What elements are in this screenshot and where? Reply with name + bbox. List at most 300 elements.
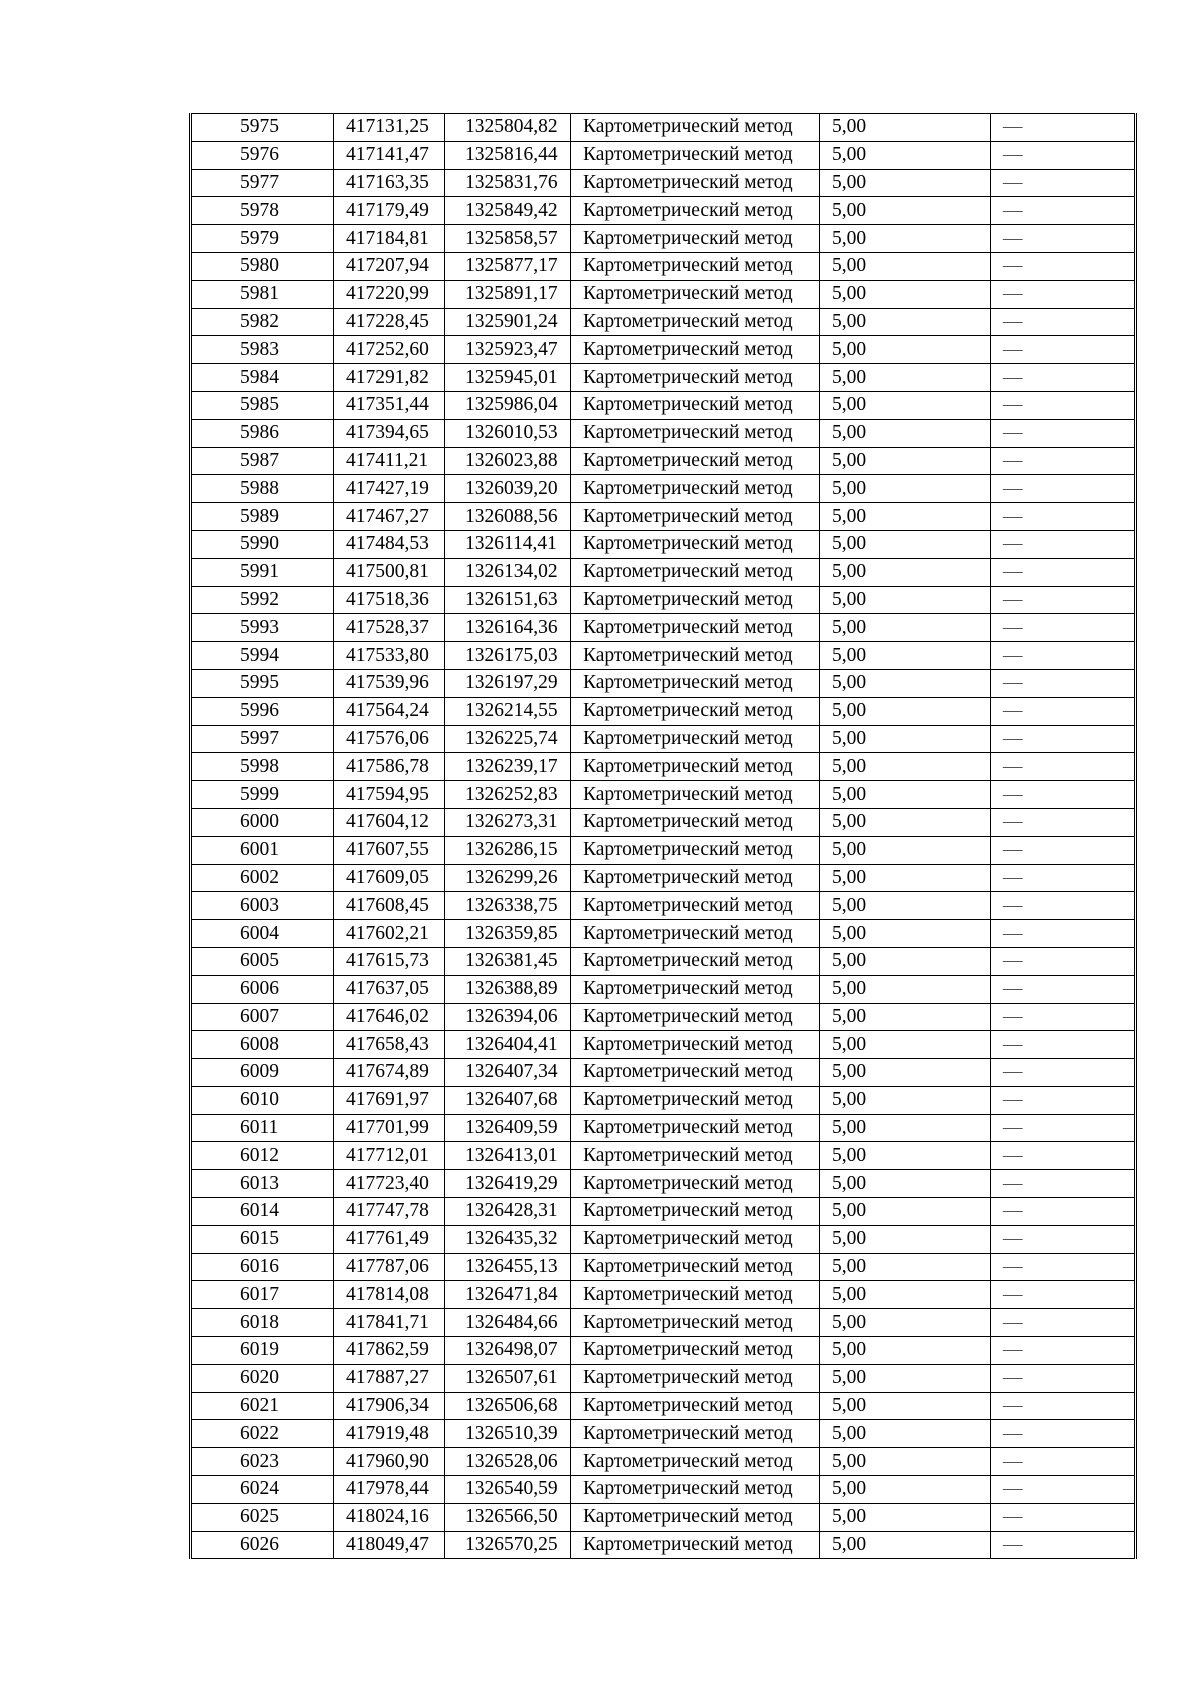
accuracy-cell: 5,00 bbox=[820, 892, 991, 920]
accuracy-cell: 5,00 bbox=[820, 1476, 991, 1504]
accuracy-cell: 5,00 bbox=[820, 1337, 991, 1365]
y-coordinate-cell: 1326455,13 bbox=[445, 1253, 571, 1281]
y-coordinate-cell: 1326566,50 bbox=[445, 1503, 571, 1531]
accuracy-cell: 5,00 bbox=[820, 419, 991, 447]
x-coordinate-cell: 417351,44 bbox=[334, 391, 445, 419]
method-cell: Картометрический метод bbox=[571, 252, 820, 280]
x-coordinate-cell: 417609,05 bbox=[334, 864, 445, 892]
point-number-cell: 6020 bbox=[191, 1364, 334, 1392]
table-row bbox=[191, 1420, 1136, 1448]
description-cell: — bbox=[991, 920, 1136, 948]
accuracy-cell: 5,00 bbox=[820, 503, 991, 531]
accuracy-cell: 5,00 bbox=[820, 586, 991, 614]
point-number-cell: 6012 bbox=[191, 1142, 334, 1170]
method-cell: Картометрический метод bbox=[571, 864, 820, 892]
accuracy-cell: 5,00 bbox=[820, 1531, 991, 1559]
description-cell: — bbox=[991, 669, 1136, 697]
y-coordinate-cell: 1325923,47 bbox=[445, 336, 571, 364]
point-number-cell: 6004 bbox=[191, 920, 334, 948]
point-number-cell: 6008 bbox=[191, 1031, 334, 1059]
table-row bbox=[191, 614, 1136, 642]
method-cell: Картометрический метод bbox=[571, 697, 820, 725]
method-cell: Картометрический метод bbox=[571, 419, 820, 447]
accuracy-cell: 5,00 bbox=[820, 753, 991, 781]
y-coordinate-cell: 1326252,83 bbox=[445, 781, 571, 809]
method-cell: Картометрический метод bbox=[571, 1142, 820, 1170]
accuracy-cell: 5,00 bbox=[820, 169, 991, 197]
accuracy-cell: 5,00 bbox=[820, 1364, 991, 1392]
description-cell: — bbox=[991, 1392, 1136, 1420]
table-row bbox=[191, 530, 1136, 558]
description-cell: — bbox=[991, 1198, 1136, 1226]
y-coordinate-cell: 1326175,03 bbox=[445, 642, 571, 670]
point-number-cell: 5986 bbox=[191, 419, 334, 447]
accuracy-cell: 5,00 bbox=[820, 197, 991, 225]
table-row bbox=[191, 1448, 1136, 1476]
accuracy-cell: 5,00 bbox=[820, 697, 991, 725]
x-coordinate-cell: 417539,96 bbox=[334, 669, 445, 697]
x-coordinate-cell: 417179,49 bbox=[334, 197, 445, 225]
method-cell: Картометрический метод bbox=[571, 364, 820, 392]
description-cell: — bbox=[991, 1170, 1136, 1198]
x-coordinate-cell: 417163,35 bbox=[334, 169, 445, 197]
table-row bbox=[191, 1309, 1136, 1337]
method-cell: Картометрический метод bbox=[571, 947, 820, 975]
point-number-cell: 6021 bbox=[191, 1392, 334, 1420]
x-coordinate-cell: 417701,99 bbox=[334, 1114, 445, 1142]
y-coordinate-cell: 1326419,29 bbox=[445, 1170, 571, 1198]
method-cell: Картометрический метод bbox=[571, 920, 820, 948]
point-number-cell: 5989 bbox=[191, 503, 334, 531]
method-cell: Картометрический метод bbox=[571, 1170, 820, 1198]
description-cell: — bbox=[991, 1253, 1136, 1281]
table-row bbox=[191, 364, 1136, 392]
table-row bbox=[191, 669, 1136, 697]
x-coordinate-cell: 417586,78 bbox=[334, 753, 445, 781]
description-cell: — bbox=[991, 975, 1136, 1003]
method-cell: Картометрический метод bbox=[571, 1281, 820, 1309]
method-cell: Картометрический метод bbox=[571, 808, 820, 836]
description-cell: — bbox=[991, 503, 1136, 531]
accuracy-cell: 5,00 bbox=[820, 1198, 991, 1226]
point-number-cell: 5976 bbox=[191, 141, 334, 169]
method-cell: Картометрический метод bbox=[571, 1003, 820, 1031]
table-row bbox=[191, 1031, 1136, 1059]
x-coordinate-cell: 417674,89 bbox=[334, 1059, 445, 1087]
y-coordinate-cell: 1325945,01 bbox=[445, 364, 571, 392]
description-cell: — bbox=[991, 419, 1136, 447]
method-cell: Картометрический метод bbox=[571, 558, 820, 586]
y-coordinate-cell: 1325986,04 bbox=[445, 391, 571, 419]
method-cell: Картометрический метод bbox=[571, 1225, 820, 1253]
description-cell: — bbox=[991, 1503, 1136, 1531]
accuracy-cell: 5,00 bbox=[820, 141, 991, 169]
point-number-cell: 5980 bbox=[191, 252, 334, 280]
y-coordinate-cell: 1326428,31 bbox=[445, 1198, 571, 1226]
table-row bbox=[191, 947, 1136, 975]
accuracy-cell: 5,00 bbox=[820, 530, 991, 558]
method-cell: Картометрический метод bbox=[571, 308, 820, 336]
method-cell: Картометрический метод bbox=[571, 503, 820, 531]
accuracy-cell: 5,00 bbox=[820, 252, 991, 280]
point-number-cell: 6022 bbox=[191, 1420, 334, 1448]
x-coordinate-cell: 417637,05 bbox=[334, 975, 445, 1003]
accuracy-cell: 5,00 bbox=[820, 1059, 991, 1087]
point-number-cell: 5993 bbox=[191, 614, 334, 642]
accuracy-cell: 5,00 bbox=[820, 1281, 991, 1309]
x-coordinate-cell: 417141,47 bbox=[334, 141, 445, 169]
accuracy-cell: 5,00 bbox=[820, 1003, 991, 1031]
x-coordinate-cell: 417658,43 bbox=[334, 1031, 445, 1059]
x-coordinate-cell: 417615,73 bbox=[334, 947, 445, 975]
method-cell: Картометрический метод bbox=[571, 586, 820, 614]
description-cell: — bbox=[991, 169, 1136, 197]
description-cell: — bbox=[991, 892, 1136, 920]
point-number-cell: 5987 bbox=[191, 447, 334, 475]
point-number-cell: 6019 bbox=[191, 1337, 334, 1365]
point-number-cell: 6013 bbox=[191, 1170, 334, 1198]
accuracy-cell: 5,00 bbox=[820, 781, 991, 809]
table-row bbox=[191, 558, 1136, 586]
x-coordinate-cell: 417814,08 bbox=[334, 1281, 445, 1309]
table-row bbox=[191, 114, 1136, 142]
x-coordinate-cell: 417394,65 bbox=[334, 419, 445, 447]
description-cell: — bbox=[991, 391, 1136, 419]
table-row bbox=[191, 1086, 1136, 1114]
point-number-cell: 5996 bbox=[191, 697, 334, 725]
x-coordinate-cell: 417887,27 bbox=[334, 1364, 445, 1392]
point-number-cell: 6011 bbox=[191, 1114, 334, 1142]
y-coordinate-cell: 1326510,39 bbox=[445, 1420, 571, 1448]
x-coordinate-cell: 418024,16 bbox=[334, 1503, 445, 1531]
x-coordinate-cell: 417533,80 bbox=[334, 642, 445, 670]
method-cell: Картометрический метод bbox=[571, 975, 820, 1003]
point-number-cell: 5994 bbox=[191, 642, 334, 670]
accuracy-cell: 5,00 bbox=[820, 836, 991, 864]
accuracy-cell: 5,00 bbox=[820, 447, 991, 475]
y-coordinate-cell: 1326114,41 bbox=[445, 530, 571, 558]
accuracy-cell: 5,00 bbox=[820, 1225, 991, 1253]
point-number-cell: 6017 bbox=[191, 1281, 334, 1309]
y-coordinate-cell: 1326338,75 bbox=[445, 892, 571, 920]
method-cell: Картометрический метод bbox=[571, 1114, 820, 1142]
method-cell: Картометрический метод bbox=[571, 892, 820, 920]
description-cell: — bbox=[991, 781, 1136, 809]
y-coordinate-cell: 1326359,85 bbox=[445, 920, 571, 948]
accuracy-cell: 5,00 bbox=[820, 280, 991, 308]
accuracy-cell: 5,00 bbox=[820, 1142, 991, 1170]
table-row bbox=[191, 280, 1136, 308]
method-cell: Картометрический метод bbox=[571, 1392, 820, 1420]
x-coordinate-cell: 417607,55 bbox=[334, 836, 445, 864]
method-cell: Картометрический метод bbox=[571, 1309, 820, 1337]
description-cell: — bbox=[991, 808, 1136, 836]
description-cell: — bbox=[991, 1448, 1136, 1476]
accuracy-cell: 5,00 bbox=[820, 975, 991, 1003]
method-cell: Картометрический метод bbox=[571, 1031, 820, 1059]
y-coordinate-cell: 1325901,24 bbox=[445, 308, 571, 336]
method-cell: Картометрический метод bbox=[571, 1059, 820, 1087]
y-coordinate-cell: 1326528,06 bbox=[445, 1448, 571, 1476]
description-cell: — bbox=[991, 697, 1136, 725]
accuracy-cell: 5,00 bbox=[820, 225, 991, 253]
point-number-cell: 6001 bbox=[191, 836, 334, 864]
description-cell: — bbox=[991, 947, 1136, 975]
y-coordinate-cell: 1326225,74 bbox=[445, 725, 571, 753]
accuracy-cell: 5,00 bbox=[820, 308, 991, 336]
accuracy-cell: 5,00 bbox=[820, 391, 991, 419]
accuracy-cell: 5,00 bbox=[820, 114, 991, 142]
y-coordinate-cell: 1325831,76 bbox=[445, 169, 571, 197]
y-coordinate-cell: 1326286,15 bbox=[445, 836, 571, 864]
method-cell: Картометрический метод bbox=[571, 280, 820, 308]
point-number-cell: 6025 bbox=[191, 1503, 334, 1531]
table-row bbox=[191, 1170, 1136, 1198]
description-cell: — bbox=[991, 475, 1136, 503]
x-coordinate-cell: 417761,49 bbox=[334, 1225, 445, 1253]
description-cell: — bbox=[991, 1031, 1136, 1059]
table-row bbox=[191, 1003, 1136, 1031]
y-coordinate-cell: 1326164,36 bbox=[445, 614, 571, 642]
table-row bbox=[191, 1198, 1136, 1226]
table-row bbox=[191, 1531, 1136, 1559]
y-coordinate-cell: 1326409,59 bbox=[445, 1114, 571, 1142]
description-cell: — bbox=[991, 558, 1136, 586]
y-coordinate-cell: 1326197,29 bbox=[445, 669, 571, 697]
description-cell: — bbox=[991, 1364, 1136, 1392]
point-number-cell: 6003 bbox=[191, 892, 334, 920]
table-row bbox=[191, 503, 1136, 531]
description-cell: — bbox=[991, 1086, 1136, 1114]
y-coordinate-cell: 1325858,57 bbox=[445, 225, 571, 253]
x-coordinate-cell: 417576,06 bbox=[334, 725, 445, 753]
point-number-cell: 5981 bbox=[191, 280, 334, 308]
point-number-cell: 5977 bbox=[191, 169, 334, 197]
point-number-cell: 5990 bbox=[191, 530, 334, 558]
y-coordinate-cell: 1325816,44 bbox=[445, 141, 571, 169]
accuracy-cell: 5,00 bbox=[820, 1448, 991, 1476]
y-coordinate-cell: 1326151,63 bbox=[445, 586, 571, 614]
x-coordinate-cell: 417528,37 bbox=[334, 614, 445, 642]
description-cell: — bbox=[991, 836, 1136, 864]
y-coordinate-cell: 1326540,59 bbox=[445, 1476, 571, 1504]
y-coordinate-cell: 1326010,53 bbox=[445, 419, 571, 447]
x-coordinate-cell: 417712,01 bbox=[334, 1142, 445, 1170]
y-coordinate-cell: 1325804,82 bbox=[445, 114, 571, 142]
x-coordinate-cell: 417594,95 bbox=[334, 781, 445, 809]
table-row bbox=[191, 447, 1136, 475]
point-number-cell: 6026 bbox=[191, 1531, 334, 1559]
description-cell: — bbox=[991, 197, 1136, 225]
x-coordinate-cell: 417602,21 bbox=[334, 920, 445, 948]
x-coordinate-cell: 417291,82 bbox=[334, 364, 445, 392]
accuracy-cell: 5,00 bbox=[820, 336, 991, 364]
coordinates-table-body bbox=[191, 114, 1136, 1559]
description-cell: — bbox=[991, 447, 1136, 475]
x-coordinate-cell: 417207,94 bbox=[334, 252, 445, 280]
method-cell: Картометрический метод bbox=[571, 1086, 820, 1114]
description-cell: — bbox=[991, 141, 1136, 169]
point-number-cell: 5999 bbox=[191, 781, 334, 809]
x-coordinate-cell: 417484,53 bbox=[334, 530, 445, 558]
table-row bbox=[191, 892, 1136, 920]
y-coordinate-cell: 1325877,17 bbox=[445, 252, 571, 280]
description-cell: — bbox=[991, 225, 1136, 253]
table-row bbox=[191, 642, 1136, 670]
coordinates-table bbox=[189, 113, 1137, 1559]
description-cell: — bbox=[991, 753, 1136, 781]
description-cell: — bbox=[991, 1309, 1136, 1337]
table-row bbox=[191, 141, 1136, 169]
y-coordinate-cell: 1326404,41 bbox=[445, 1031, 571, 1059]
y-coordinate-cell: 1326134,02 bbox=[445, 558, 571, 586]
point-number-cell: 5978 bbox=[191, 197, 334, 225]
table-row bbox=[191, 808, 1136, 836]
table-row bbox=[191, 725, 1136, 753]
accuracy-cell: 5,00 bbox=[820, 1031, 991, 1059]
y-coordinate-cell: 1326388,89 bbox=[445, 975, 571, 1003]
x-coordinate-cell: 417220,99 bbox=[334, 280, 445, 308]
point-number-cell: 6024 bbox=[191, 1476, 334, 1504]
y-coordinate-cell: 1326299,26 bbox=[445, 864, 571, 892]
description-cell: — bbox=[991, 1337, 1136, 1365]
x-coordinate-cell: 417978,44 bbox=[334, 1476, 445, 1504]
y-coordinate-cell: 1326413,01 bbox=[445, 1142, 571, 1170]
method-cell: Картометрический метод bbox=[571, 141, 820, 169]
x-coordinate-cell: 417518,36 bbox=[334, 586, 445, 614]
accuracy-cell: 5,00 bbox=[820, 1503, 991, 1531]
point-number-cell: 5997 bbox=[191, 725, 334, 753]
method-cell: Картометрический метод bbox=[571, 836, 820, 864]
method-cell: Картометрический метод bbox=[571, 391, 820, 419]
x-coordinate-cell: 417862,59 bbox=[334, 1337, 445, 1365]
x-coordinate-cell: 418049,47 bbox=[334, 1531, 445, 1559]
accuracy-cell: 5,00 bbox=[820, 1392, 991, 1420]
point-number-cell: 5982 bbox=[191, 308, 334, 336]
y-coordinate-cell: 1326506,68 bbox=[445, 1392, 571, 1420]
point-number-cell: 5992 bbox=[191, 586, 334, 614]
description-cell: — bbox=[991, 252, 1136, 280]
accuracy-cell: 5,00 bbox=[820, 614, 991, 642]
description-cell: — bbox=[991, 364, 1136, 392]
table-row bbox=[191, 1337, 1136, 1365]
x-coordinate-cell: 417906,34 bbox=[334, 1392, 445, 1420]
accuracy-cell: 5,00 bbox=[820, 1086, 991, 1114]
method-cell: Картометрический метод bbox=[571, 1503, 820, 1531]
point-number-cell: 5998 bbox=[191, 753, 334, 781]
accuracy-cell: 5,00 bbox=[820, 947, 991, 975]
table-row bbox=[191, 1142, 1136, 1170]
accuracy-cell: 5,00 bbox=[820, 1114, 991, 1142]
x-coordinate-cell: 417723,40 bbox=[334, 1170, 445, 1198]
description-cell: — bbox=[991, 1114, 1136, 1142]
description-cell: — bbox=[991, 114, 1136, 142]
point-number-cell: 6015 bbox=[191, 1225, 334, 1253]
accuracy-cell: 5,00 bbox=[820, 558, 991, 586]
accuracy-cell: 5,00 bbox=[820, 808, 991, 836]
y-coordinate-cell: 1326088,56 bbox=[445, 503, 571, 531]
x-coordinate-cell: 417564,24 bbox=[334, 697, 445, 725]
y-coordinate-cell: 1326381,45 bbox=[445, 947, 571, 975]
method-cell: Картометрический метод bbox=[571, 1531, 820, 1559]
y-coordinate-cell: 1326507,61 bbox=[445, 1364, 571, 1392]
table-row bbox=[191, 836, 1136, 864]
table-row bbox=[191, 753, 1136, 781]
method-cell: Картометрический метод bbox=[571, 475, 820, 503]
x-coordinate-cell: 417500,81 bbox=[334, 558, 445, 586]
description-cell: — bbox=[991, 1059, 1136, 1087]
description-cell: — bbox=[991, 725, 1136, 753]
point-number-cell: 6009 bbox=[191, 1059, 334, 1087]
method-cell: Картометрический метод bbox=[571, 1337, 820, 1365]
method-cell: Картометрический метод bbox=[571, 753, 820, 781]
method-cell: Картометрический метод bbox=[571, 1364, 820, 1392]
table-row bbox=[191, 391, 1136, 419]
y-coordinate-cell: 1326570,25 bbox=[445, 1531, 571, 1559]
y-coordinate-cell: 1326214,55 bbox=[445, 697, 571, 725]
y-coordinate-cell: 1326023,88 bbox=[445, 447, 571, 475]
x-coordinate-cell: 417919,48 bbox=[334, 1420, 445, 1448]
y-coordinate-cell: 1326471,84 bbox=[445, 1281, 571, 1309]
table-row bbox=[191, 336, 1136, 364]
method-cell: Картометрический метод bbox=[571, 725, 820, 753]
method-cell: Картометрический метод bbox=[571, 1448, 820, 1476]
x-coordinate-cell: 417841,71 bbox=[334, 1309, 445, 1337]
y-coordinate-cell: 1326407,34 bbox=[445, 1059, 571, 1087]
accuracy-cell: 5,00 bbox=[820, 364, 991, 392]
table-row bbox=[191, 864, 1136, 892]
x-coordinate-cell: 417467,27 bbox=[334, 503, 445, 531]
point-number-cell: 6014 bbox=[191, 1198, 334, 1226]
description-cell: — bbox=[991, 308, 1136, 336]
point-number-cell: 5984 bbox=[191, 364, 334, 392]
table-row bbox=[191, 975, 1136, 1003]
table-row bbox=[191, 308, 1136, 336]
y-coordinate-cell: 1326239,17 bbox=[445, 753, 571, 781]
accuracy-cell: 5,00 bbox=[820, 864, 991, 892]
description-cell: — bbox=[991, 642, 1136, 670]
table-row bbox=[191, 586, 1136, 614]
accuracy-cell: 5,00 bbox=[820, 920, 991, 948]
method-cell: Картометрический метод bbox=[571, 614, 820, 642]
method-cell: Картометрический метод bbox=[571, 1253, 820, 1281]
point-number-cell: 6023 bbox=[191, 1448, 334, 1476]
method-cell: Картометрический метод bbox=[571, 669, 820, 697]
table-row bbox=[191, 1114, 1136, 1142]
point-number-cell: 6007 bbox=[191, 1003, 334, 1031]
accuracy-cell: 5,00 bbox=[820, 1253, 991, 1281]
point-number-cell: 5991 bbox=[191, 558, 334, 586]
description-cell: — bbox=[991, 280, 1136, 308]
description-cell: — bbox=[991, 1531, 1136, 1559]
table-row bbox=[191, 1392, 1136, 1420]
accuracy-cell: 5,00 bbox=[820, 475, 991, 503]
accuracy-cell: 5,00 bbox=[820, 669, 991, 697]
method-cell: Картометрический метод bbox=[571, 1198, 820, 1226]
method-cell: Картометрический метод bbox=[571, 642, 820, 670]
x-coordinate-cell: 417608,45 bbox=[334, 892, 445, 920]
description-cell: — bbox=[991, 864, 1136, 892]
description-cell: — bbox=[991, 336, 1136, 364]
table-row bbox=[191, 781, 1136, 809]
point-number-cell: 6018 bbox=[191, 1309, 334, 1337]
y-coordinate-cell: 1326498,07 bbox=[445, 1337, 571, 1365]
y-coordinate-cell: 1326484,66 bbox=[445, 1309, 571, 1337]
accuracy-cell: 5,00 bbox=[820, 725, 991, 753]
description-cell: — bbox=[991, 1225, 1136, 1253]
x-coordinate-cell: 417184,81 bbox=[334, 225, 445, 253]
y-coordinate-cell: 1325891,17 bbox=[445, 280, 571, 308]
